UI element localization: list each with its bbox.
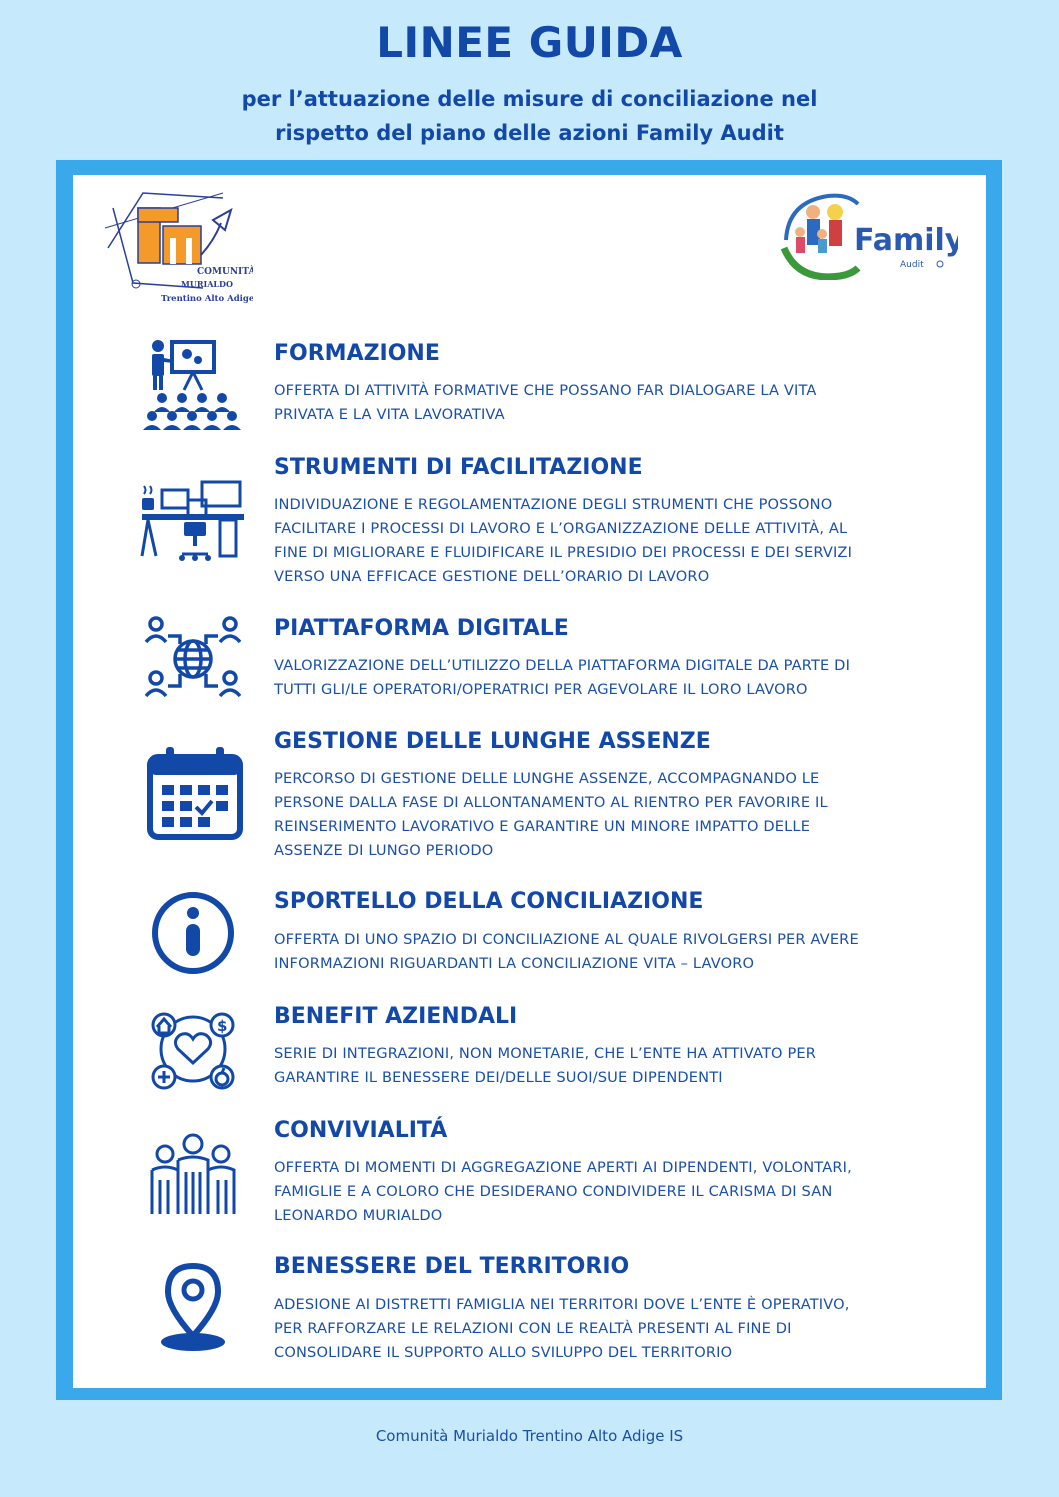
item-title-territorio: BENESSERE DEL TERRITORIO xyxy=(274,1254,630,1279)
logo-line-2: MURIALDO xyxy=(181,279,233,289)
desc-line: FINE DI MIGLIORARE E FLUIDIFICARE IL PRESIDIO DEI PROCESSI E DEI SERVIZI xyxy=(274,544,853,561)
desc-line: INDIVIDUAZIONE E REGOLAMENTAZIONE DEGLI STRUMENTI CHE POSSONO xyxy=(274,496,833,513)
page-subtitle xyxy=(0,82,1059,150)
item-desc-benefit xyxy=(274,1042,924,1090)
desc-line: TUTTI GLI/LE OPERATORI/OPERATRICI PER AGEVOLARE IL LORO LAVORO xyxy=(274,681,808,698)
logo-audit-text: Audit xyxy=(900,260,924,270)
group-people-icon xyxy=(140,1130,246,1226)
desc-line: LEONARDO MURIALDO xyxy=(274,1207,443,1224)
item-desc-strumenti xyxy=(274,493,924,589)
item-desc-territorio xyxy=(274,1293,924,1365)
item-desc-convivialita xyxy=(274,1156,924,1228)
desc-line: PERCORSO DI GESTIONE DELLE LUNGHE ASSENZE, ACCOMPAGNANDO LE xyxy=(274,770,820,787)
globe-network-users-icon xyxy=(140,612,246,708)
subtitle-line-2: rispetto del piano delle azioni Family Audit xyxy=(275,121,784,145)
desc-line: CONSOLIDARE IL SUPPORTO ALLO SVILUPPO DEL TERRITORIO xyxy=(274,1344,733,1361)
desc-line: OFFERTA DI MOMENTI DI AGGREGAZIONE APERTI AI DIPENDENTI, VOLONTARI, xyxy=(274,1159,852,1176)
page-title: LINEE GUIDA xyxy=(376,18,683,67)
training-presentation-icon xyxy=(140,338,246,434)
desc-line: VALORIZZAZIONE DELL’UTILIZZO DELLA PIATTAFORMA DIGITALE DA PARTE DI xyxy=(274,657,851,674)
logo-line-3: Trentino Alto Adige xyxy=(161,294,253,304)
desc-line: PERSONE DALLA FASE DI ALLONTANAMENTO AL RIENTRO PER FAVORIRE IL xyxy=(274,794,828,811)
item-desc-piattaforma xyxy=(274,654,924,702)
svg-text:$: $ xyxy=(217,1017,228,1035)
item-desc-gestione xyxy=(274,767,924,863)
calendar-check-icon xyxy=(140,745,246,841)
desc-line: ADESIONE AI DISTRETTI FAMIGLIA NEI TERRITORI DOVE L’ENTE È OPERATIVO, xyxy=(274,1296,850,1313)
desc-line: FACILITARE I PROCESSI DI LAVORO E L’ORGANIZZAZIONE DELLE ATTIVITÀ, AL xyxy=(274,520,848,537)
desc-line: REINSERIMENTO LAVORATIVO E GARANTIRE UN MINORE IMPATTO DELLE xyxy=(274,818,811,835)
item-title-formazione: FORMAZIONE xyxy=(274,341,440,366)
item-title-piattaforma: PIATTAFORMA DIGITALE xyxy=(274,616,569,641)
item-title-sportello: SPORTELLO DELLA CONCILIAZIONE xyxy=(274,889,704,914)
benefits-heart-icon xyxy=(140,1005,246,1101)
info-icon xyxy=(140,888,246,984)
desc-line: ASSENZE DI LUNGO PERIODO xyxy=(274,842,494,859)
comunita-murialdo-logo xyxy=(103,188,253,308)
location-pin-icon xyxy=(140,1262,246,1358)
item-title-gestione: GESTIONE DELLE LUNGHE ASSENZE xyxy=(274,729,711,754)
desc-line: GARANTIRE IL BENESSERE DEI/DELLE SUOI/SUE DIPENDENTI xyxy=(274,1069,723,1086)
desc-line: FAMIGLIE E A COLORO CHE DESIDERANO CONDIVIDERE IL CARISMA DI SAN xyxy=(274,1183,833,1200)
desc-line: PER RAFFORZARE LE RELAZIONI CON LE REALTÀ PRESENTI AL FINE DI xyxy=(274,1320,792,1337)
logo-family-text: Family xyxy=(854,223,958,258)
desc-line: PRIVATA E LA VITA LAVORATIVA xyxy=(274,406,505,423)
desc-line: INFORMAZIONI RIGUARDANTI LA CONCILIAZIONE VITA – LAVORO xyxy=(274,955,755,972)
item-desc-sportello xyxy=(274,928,924,976)
item-title-benefit: BENEFIT AZIENDALI xyxy=(274,1004,518,1029)
logo-line-1: COMUNITÀ xyxy=(197,267,253,277)
family-audit-logo xyxy=(778,190,958,280)
desc-line: VERSO UNA EFFICACE GESTIONE DELL’ORARIO DI LAVORO xyxy=(274,568,710,585)
page-footer: Comunità Murialdo Trentino Alto Adige IS xyxy=(375,1427,684,1445)
desc-line: SERIE DI INTEGRAZIONI, NON MONETARIE, CHE L’ENTE HA ATTIVATO PER xyxy=(274,1045,817,1062)
item-desc-formazione xyxy=(274,379,924,427)
subtitle-line-1: per l’attuazione delle misure di conciliazione nel xyxy=(241,87,818,111)
item-title-strumenti: STRUMENTI DI FACILITAZIONE xyxy=(274,455,643,480)
workstation-desk-icon xyxy=(140,474,246,570)
item-title-convivialita: CONVIVIALITÁ xyxy=(274,1118,448,1143)
desc-line: OFFERTA DI UNO SPAZIO DI CONCILIAZIONE AL QUALE RIVOLGERSI PER AVERE xyxy=(274,931,859,948)
desc-line: OFFERTA DI ATTIVITÀ FORMATIVE CHE POSSANO FAR DIALOGARE LA VITA xyxy=(274,382,817,399)
